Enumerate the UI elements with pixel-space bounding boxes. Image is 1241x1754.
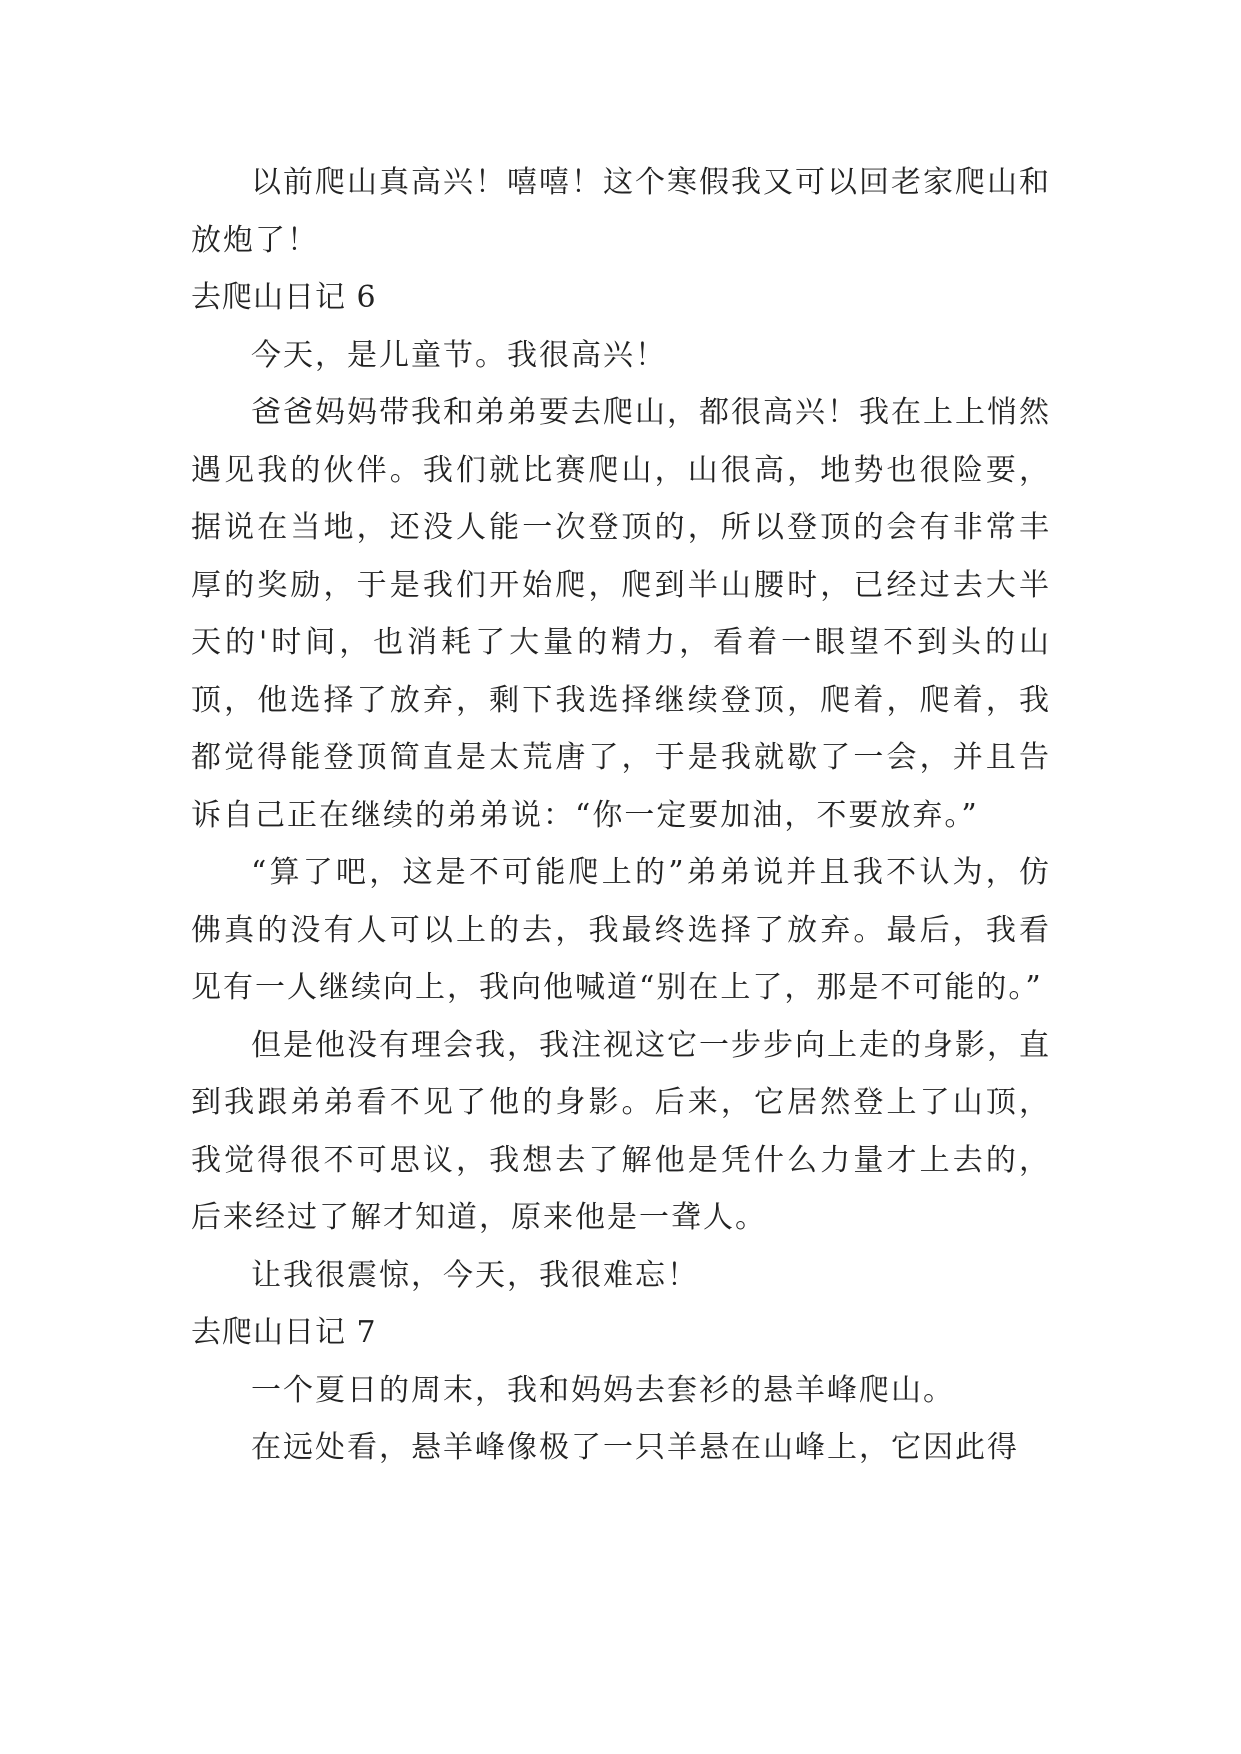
paragraph-brother-gives-up: “算了吧，这是不可能爬上的”弟弟说并且我不认为，仿佛真的没有人可以上的去，我最终选择了放弃。最后，我看见有一人继续向上，我向他喊道“别在上了，那是不可能的。” <box>191 855 1051 1005</box>
paragraph-childrens-day: 今天，是儿童节。我很高兴！ <box>251 337 667 373</box>
document-body <box>191 154 1051 1477</box>
paragraph-summer-weekend: 一个夏日的周末，我和妈妈去套衫的悬羊峰爬山。 <box>251 1372 955 1408</box>
paragraph-climbing-story: 爸爸妈妈带我和弟弟要去爬山，都很高兴！我在上上悄然遇见我的伙伴。我们就比赛爬山，山很高，地势也很险要，据说在当地，还没人能一次登顶的，所以登顶的会有非常丰厚的奖励，于是我们开始爬，爬到半山腰时，已经过去大半天的'时间，也消耗了大量的精力，看着一眼望不到头的山顶，他选择了放弃，剩下我选择继续登顶，爬着，爬着，我都觉得能登顶简直是太荒唐了，于是我就歇了一会，并且告诉自己正在继续的弟弟说：“你一定要加油，不要放弃。” <box>191 395 1051 833</box>
paragraph-deaf-climber: 但是他没有理会我，我注视这它一步步向上走的身影，直到我跟弟弟看不见了他的身影。后来，它居然登上了山顶，我觉得很不可思议，我想去了解他是凭什么力量才上去的，后来经过了解才知道，原来他是一聋人。 <box>191 1027 1051 1235</box>
paragraph-intro-ending: 以前爬山真高兴！嘻嘻！这个寒假我又可以回老家爬山和放炮了！ <box>191 165 1051 258</box>
paragraph-conclusion: 让我很震惊，今天，我很难忘！ <box>251 1257 699 1293</box>
section-heading-diary-6: 去爬山日记 6 <box>191 280 377 315</box>
section-heading-diary-7: 去爬山日记 7 <box>191 1315 377 1350</box>
paragraph-xuanyang-peak: 在远处看，悬羊峰像极了一只羊悬在山峰上，它因此得 <box>251 1430 1019 1465</box>
